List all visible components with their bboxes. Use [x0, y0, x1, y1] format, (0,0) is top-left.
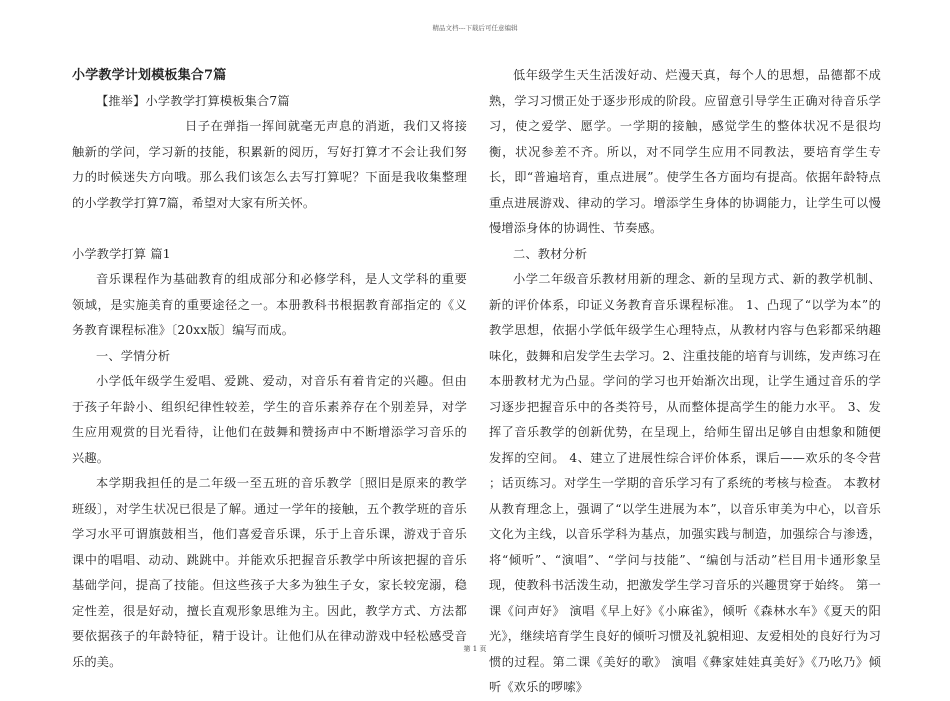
- paragraph: 小学低年级学生爱唱、爱跳、爱动，对音乐有着肯定的兴趣。但由于孩子年龄小、组织纪律性较差，学生的音乐素养存在个别差异，对学生应用观赏的目光看待，让他们在鼓舞和赞扬声中不断增添学习音乐的兴趣。: [72, 374, 467, 465]
- page-header: 精品文档---下载后可任意编辑: [432, 24, 518, 32]
- intro-paragraph: 日子在弹指一挥间就毫无声息的消逝，我们又将接触新的学问，学习新的技能，积累新的阅历，写好打算才不会让我们努力的时候迷失方向哦。那么我们该怎么去写打算呢？下面是我收集整理的小学教学打算7篇，希望对大家有所关怀。: [72, 119, 467, 210]
- paragraph: 本学期我担任的是二年级一至五班的音乐教学〔照旧是原来的教学班级〕，对学生状况已很是了解。通过一学年的接触，五个教学班的音乐学习水平可谓旗鼓相当，他们喜爱音乐课，乐于上音乐课，游戏于音乐课中的唱唱、动动、跳跳中。并能欢乐把握音乐教学中所该把握的音乐基础学问，提高了技能。但这些孩子大多为独生子女，家长较宠溺，稳定性差，很是好动，擅长直观形象思维为主。因此，教学方式、方法都要依据孩子的年龄特征，精于设计。让他们从在律动游戏中轻松感受音乐的美。: [72, 476, 467, 669]
- heading-textbook-analysis: 二、教材分析: [513, 246, 588, 261]
- heading-student-analysis: 一、学情分析: [96, 348, 171, 363]
- paragraph: 低年级学生天生活泼好动、烂漫天真，每个人的思想，品德都不成熟，学习习惯正处于逐步形成的阶段。应留意引导学生正确对待音乐学习，使之爱学、愿学。一学期的接触，感觉学生的整体状况不是很均衡，状况参差不齐。所以，对不同学生应用不同教法，要培育学生专长，即“普遍培育，重点进展”。使学生各方面均有提高。依据年龄特点重点进展游戏、律动的学习。增添学生身体的协调能力，让学生可以慢慢增添身体的协调性、节奏感。: [489, 68, 881, 235]
- paragraph: 小学二年级音乐教材用新的理念、新的呈现方式、新的教学机制、新的评价体系，印证义务教育音乐课程标准。 1、凸现了“以学为本”的教学思想，依据小学低年级学生心理特点，从教材内容与色彩都采纳趣味化，鼓舞和启发学生去学习。2、注重技能的培育与训练，发声练习在本册教材尤为凸显。学问的学习也开始渐次出现，让学生通过音乐的学习逐步把握音乐中的各类符号，从而整体提高学生的能力水平。 3、发挥了音乐教学的创新优势，在呈现上，给师生留出足够自由想象和随便发挥的空间。 4、建立了进展性综合评价体系，课后——欢乐的冬令营 ；话页练习。对学生一学期的音乐学习有了系统的考核与检查。 本教材从教育理念上，强调了“以学生进展为本”，以音乐审美为中心，以音乐文化为主线，以音乐学科为基点，加强实践与制造，加强综合与渗透，将“倾听”、“演唱”、“学问与技能”、“编创与活动”栏目用卡通形象呈现，使教科书活泼生动，把激发学生学习音乐的兴趣贯穿于始终。 第一课《问声好》 演唱《早上好》《小麻雀》，倾听《森林水车》《夏天的阳光》，继续培育学生良好的倾听习惯及礼貌相迎、友爱相处的良好行为习惯的过程。第二课《美好的歌》 演唱《彝家娃娃真美好》《乃吆乃》倾听《欢乐的啰嗦》: [489, 272, 881, 694]
- left-column: [72, 63, 467, 675]
- recommend-line: 【推举】小学教学打算模板集合7篇: [96, 93, 290, 108]
- right-column: [489, 63, 881, 701]
- section-title: 小学教学打算 篇1: [72, 246, 171, 261]
- paragraph: 音乐课程作为基础教育的组成部分和必修学科，是人文学科的重要领域，是实施美育的重要途径之一。本册教科书根据教育部指定的《义务教育课程标准》〔20xx版〕编写而成。: [72, 272, 467, 337]
- page-footer: 第 1 页: [463, 645, 487, 653]
- document-title: 小学教学计划模板集合7篇: [72, 68, 227, 83]
